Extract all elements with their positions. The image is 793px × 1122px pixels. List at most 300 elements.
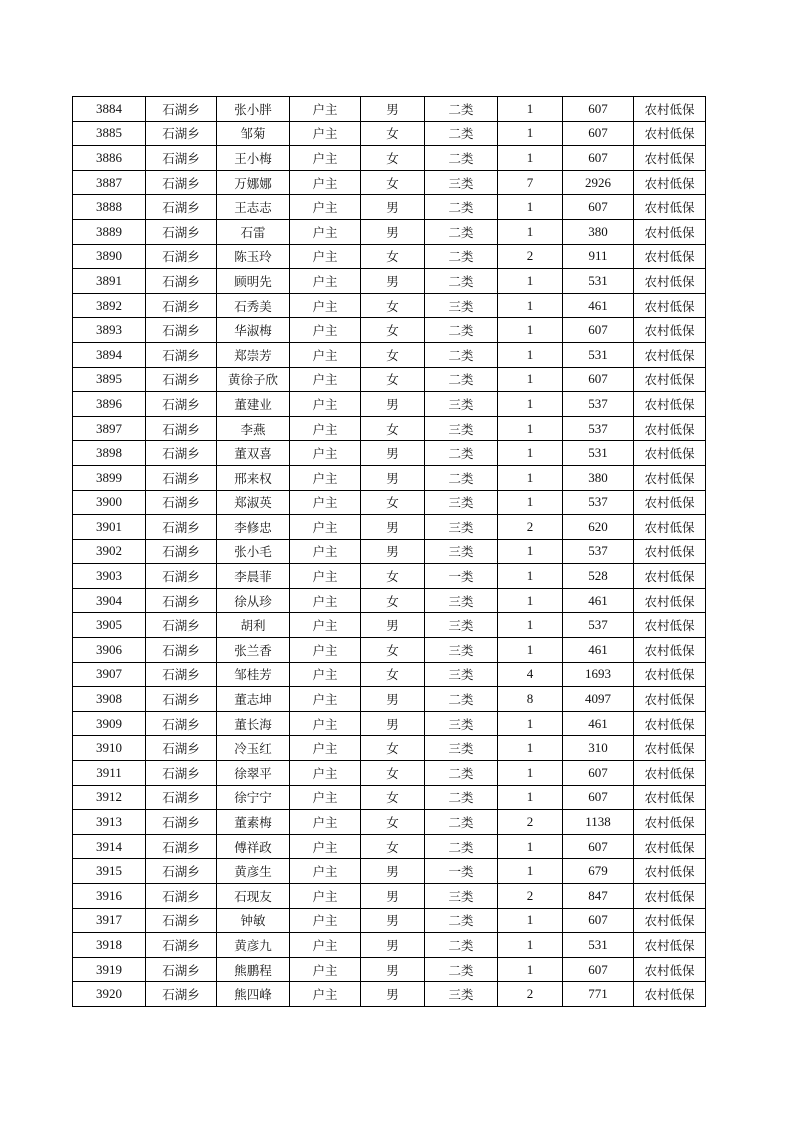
cell-name: 徐从珍	[217, 588, 290, 613]
cell-category: 二类	[425, 342, 498, 367]
cell-serial-number: 3912	[73, 785, 146, 810]
table-row	[73, 219, 706, 244]
cell-serial-number: 3899	[73, 465, 146, 490]
cell-serial-number: 3897	[73, 416, 146, 441]
cell-amount: 537	[563, 613, 634, 638]
cell-category: 二类	[425, 785, 498, 810]
cell-category: 二类	[425, 687, 498, 712]
cell-township: 石湖乡	[146, 367, 217, 392]
cell-amount: 380	[563, 465, 634, 490]
cell-category: 二类	[425, 367, 498, 392]
cell-household-size: 1	[498, 564, 563, 589]
cell-relation: 户主	[290, 465, 361, 490]
cell-name: 黄彦九	[217, 933, 290, 958]
cell-township: 石湖乡	[146, 170, 217, 195]
cell-gender: 男	[361, 933, 425, 958]
cell-name: 石秀美	[217, 293, 290, 318]
cell-assistance-type: 农村低保	[634, 441, 706, 466]
cell-amount: 607	[563, 908, 634, 933]
cell-category: 三类	[425, 170, 498, 195]
cell-category: 二类	[425, 121, 498, 146]
cell-category: 三类	[425, 490, 498, 515]
cell-township: 石湖乡	[146, 515, 217, 540]
cell-assistance-type: 农村低保	[634, 269, 706, 294]
cell-relation: 户主	[290, 244, 361, 269]
cell-township: 石湖乡	[146, 859, 217, 884]
cell-household-size: 7	[498, 170, 563, 195]
cell-serial-number: 3900	[73, 490, 146, 515]
cell-assistance-type: 农村低保	[634, 195, 706, 220]
cell-township: 石湖乡	[146, 761, 217, 786]
cell-gender: 女	[361, 638, 425, 663]
cell-amount: 607	[563, 146, 634, 171]
cell-relation: 户主	[290, 982, 361, 1007]
cell-name: 华淑梅	[217, 318, 290, 343]
cell-relation: 户主	[290, 539, 361, 564]
cell-township: 石湖乡	[146, 490, 217, 515]
cell-amount: 380	[563, 219, 634, 244]
cell-name: 董双喜	[217, 441, 290, 466]
cell-relation: 户主	[290, 884, 361, 909]
table-row	[73, 982, 706, 1007]
cell-household-size: 1	[498, 392, 563, 417]
cell-township: 石湖乡	[146, 834, 217, 859]
cell-amount: 2926	[563, 170, 634, 195]
cell-township: 石湖乡	[146, 97, 217, 122]
cell-category: 二类	[425, 761, 498, 786]
table-row	[73, 97, 706, 122]
cell-relation: 户主	[290, 219, 361, 244]
cell-name: 傅祥政	[217, 834, 290, 859]
cell-assistance-type: 农村低保	[634, 465, 706, 490]
cell-township: 石湖乡	[146, 785, 217, 810]
cell-category: 三类	[425, 588, 498, 613]
cell-gender: 女	[361, 490, 425, 515]
table-row	[73, 515, 706, 540]
cell-relation: 户主	[290, 318, 361, 343]
cell-category: 三类	[425, 982, 498, 1007]
cell-gender: 女	[361, 761, 425, 786]
cell-serial-number: 3917	[73, 908, 146, 933]
cell-serial-number: 3915	[73, 859, 146, 884]
cell-name: 钟敏	[217, 908, 290, 933]
cell-relation: 户主	[290, 810, 361, 835]
cell-category: 二类	[425, 318, 498, 343]
cell-category: 一类	[425, 859, 498, 884]
cell-serial-number: 3908	[73, 687, 146, 712]
cell-household-size: 1	[498, 785, 563, 810]
cell-township: 石湖乡	[146, 588, 217, 613]
cell-category: 三类	[425, 662, 498, 687]
cell-gender: 男	[361, 613, 425, 638]
cell-assistance-type: 农村低保	[634, 392, 706, 417]
cell-relation: 户主	[290, 933, 361, 958]
cell-amount: 607	[563, 761, 634, 786]
cell-household-size: 1	[498, 490, 563, 515]
cell-household-size: 1	[498, 465, 563, 490]
table-row	[73, 490, 706, 515]
cell-assistance-type: 农村低保	[634, 318, 706, 343]
cell-category: 二类	[425, 908, 498, 933]
cell-serial-number: 3888	[73, 195, 146, 220]
table-row	[73, 711, 706, 736]
cell-name: 郑淑英	[217, 490, 290, 515]
cell-household-size: 2	[498, 515, 563, 540]
cell-gender: 男	[361, 465, 425, 490]
cell-gender: 男	[361, 515, 425, 540]
cell-serial-number: 3898	[73, 441, 146, 466]
cell-township: 石湖乡	[146, 416, 217, 441]
table-row	[73, 687, 706, 712]
cell-name: 张小胖	[217, 97, 290, 122]
cell-relation: 户主	[290, 342, 361, 367]
cell-township: 石湖乡	[146, 884, 217, 909]
cell-relation: 户主	[290, 908, 361, 933]
cell-serial-number: 3892	[73, 293, 146, 318]
cell-name: 邹桂芳	[217, 662, 290, 687]
table-row	[73, 613, 706, 638]
cell-township: 石湖乡	[146, 613, 217, 638]
cell-household-size: 1	[498, 859, 563, 884]
cell-category: 二类	[425, 146, 498, 171]
cell-serial-number: 3896	[73, 392, 146, 417]
cell-relation: 户主	[290, 761, 361, 786]
cell-township: 石湖乡	[146, 564, 217, 589]
cell-name: 董志坤	[217, 687, 290, 712]
cell-gender: 女	[361, 318, 425, 343]
cell-serial-number: 3885	[73, 121, 146, 146]
cell-gender: 女	[361, 588, 425, 613]
cell-gender: 女	[361, 170, 425, 195]
cell-assistance-type: 农村低保	[634, 810, 706, 835]
cell-assistance-type: 农村低保	[634, 342, 706, 367]
cell-assistance-type: 农村低保	[634, 121, 706, 146]
cell-name: 黄彦生	[217, 859, 290, 884]
cell-name: 徐翠平	[217, 761, 290, 786]
cell-relation: 户主	[290, 711, 361, 736]
cell-assistance-type: 农村低保	[634, 146, 706, 171]
cell-assistance-type: 农村低保	[634, 859, 706, 884]
cell-assistance-type: 农村低保	[634, 982, 706, 1007]
cell-household-size: 1	[498, 146, 563, 171]
cell-serial-number: 3906	[73, 638, 146, 663]
cell-gender: 女	[361, 785, 425, 810]
cell-name: 石雷	[217, 219, 290, 244]
cell-gender: 男	[361, 269, 425, 294]
cell-category: 一类	[425, 564, 498, 589]
cell-assistance-type: 农村低保	[634, 416, 706, 441]
cell-name: 胡利	[217, 613, 290, 638]
cell-amount: 531	[563, 342, 634, 367]
cell-assistance-type: 农村低保	[634, 908, 706, 933]
table-row	[73, 785, 706, 810]
cell-gender: 男	[361, 982, 425, 1007]
cell-gender: 女	[361, 244, 425, 269]
cell-amount: 607	[563, 97, 634, 122]
cell-gender: 男	[361, 219, 425, 244]
cell-township: 石湖乡	[146, 342, 217, 367]
table-row	[73, 146, 706, 171]
cell-gender: 女	[361, 342, 425, 367]
cell-assistance-type: 农村低保	[634, 613, 706, 638]
cell-name: 王小梅	[217, 146, 290, 171]
cell-township: 石湖乡	[146, 711, 217, 736]
cell-household-size: 4	[498, 662, 563, 687]
cell-relation: 户主	[290, 638, 361, 663]
cell-assistance-type: 农村低保	[634, 711, 706, 736]
cell-township: 石湖乡	[146, 146, 217, 171]
cell-household-size: 1	[498, 219, 563, 244]
cell-amount: 679	[563, 859, 634, 884]
cell-category: 二类	[425, 244, 498, 269]
cell-relation: 户主	[290, 588, 361, 613]
cell-assistance-type: 农村低保	[634, 170, 706, 195]
cell-assistance-type: 农村低保	[634, 884, 706, 909]
cell-township: 石湖乡	[146, 392, 217, 417]
cell-amount: 531	[563, 933, 634, 958]
cell-relation: 户主	[290, 613, 361, 638]
table-row	[73, 465, 706, 490]
cell-amount: 537	[563, 392, 634, 417]
cell-assistance-type: 农村低保	[634, 293, 706, 318]
cell-township: 石湖乡	[146, 441, 217, 466]
table-row	[73, 588, 706, 613]
cell-serial-number: 3884	[73, 97, 146, 122]
cell-gender: 男	[361, 908, 425, 933]
cell-household-size: 1	[498, 957, 563, 982]
cell-amount: 461	[563, 711, 634, 736]
cell-assistance-type: 农村低保	[634, 515, 706, 540]
cell-category: 三类	[425, 416, 498, 441]
cell-township: 石湖乡	[146, 318, 217, 343]
table-row	[73, 392, 706, 417]
cell-relation: 户主	[290, 736, 361, 761]
cell-serial-number: 3890	[73, 244, 146, 269]
cell-township: 石湖乡	[146, 293, 217, 318]
cell-amount: 528	[563, 564, 634, 589]
cell-serial-number: 3914	[73, 834, 146, 859]
table-row	[73, 244, 706, 269]
cell-household-size: 1	[498, 588, 563, 613]
cell-relation: 户主	[290, 441, 361, 466]
cell-household-size: 2	[498, 810, 563, 835]
cell-household-size: 2	[498, 244, 563, 269]
cell-serial-number: 3901	[73, 515, 146, 540]
cell-relation: 户主	[290, 834, 361, 859]
cell-relation: 户主	[290, 687, 361, 712]
cell-gender: 女	[361, 810, 425, 835]
cell-name: 李燕	[217, 416, 290, 441]
cell-amount: 607	[563, 121, 634, 146]
cell-name: 冷玉红	[217, 736, 290, 761]
table-row	[73, 859, 706, 884]
cell-assistance-type: 农村低保	[634, 736, 706, 761]
cell-assistance-type: 农村低保	[634, 588, 706, 613]
cell-gender: 男	[361, 97, 425, 122]
table-row	[73, 933, 706, 958]
cell-name: 董长海	[217, 711, 290, 736]
cell-serial-number: 3902	[73, 539, 146, 564]
cell-household-size: 1	[498, 441, 563, 466]
cell-township: 石湖乡	[146, 121, 217, 146]
cell-serial-number: 3903	[73, 564, 146, 589]
cell-gender: 女	[361, 564, 425, 589]
cell-serial-number: 3887	[73, 170, 146, 195]
cell-household-size: 2	[498, 884, 563, 909]
cell-name: 郑崇芳	[217, 342, 290, 367]
cell-name: 张兰香	[217, 638, 290, 663]
cell-relation: 户主	[290, 293, 361, 318]
cell-household-size: 1	[498, 416, 563, 441]
cell-assistance-type: 农村低保	[634, 785, 706, 810]
cell-name: 王志志	[217, 195, 290, 220]
cell-name: 石现友	[217, 884, 290, 909]
cell-amount: 607	[563, 957, 634, 982]
table-row	[73, 293, 706, 318]
table-body	[73, 97, 706, 1007]
cell-township: 石湖乡	[146, 244, 217, 269]
cell-relation: 户主	[290, 564, 361, 589]
cell-relation: 户主	[290, 662, 361, 687]
cell-relation: 户主	[290, 269, 361, 294]
cell-township: 石湖乡	[146, 687, 217, 712]
cell-gender: 男	[361, 441, 425, 466]
cell-gender: 女	[361, 121, 425, 146]
cell-amount: 607	[563, 834, 634, 859]
cell-household-size: 1	[498, 195, 563, 220]
cell-amount: 911	[563, 244, 634, 269]
cell-township: 石湖乡	[146, 982, 217, 1007]
cell-relation: 户主	[290, 957, 361, 982]
cell-household-size: 2	[498, 982, 563, 1007]
cell-household-size: 1	[498, 293, 563, 318]
cell-household-size: 1	[498, 97, 563, 122]
cell-serial-number: 3886	[73, 146, 146, 171]
cell-amount: 607	[563, 367, 634, 392]
cell-name: 邹菊	[217, 121, 290, 146]
cell-amount: 847	[563, 884, 634, 909]
cell-gender: 女	[361, 146, 425, 171]
cell-household-size: 1	[498, 121, 563, 146]
table-row	[73, 416, 706, 441]
cell-name: 熊四峰	[217, 982, 290, 1007]
cell-gender: 女	[361, 416, 425, 441]
cell-township: 石湖乡	[146, 219, 217, 244]
cell-assistance-type: 农村低保	[634, 933, 706, 958]
cell-amount: 1693	[563, 662, 634, 687]
cell-serial-number: 3893	[73, 318, 146, 343]
cell-category: 二类	[425, 269, 498, 294]
cell-category: 二类	[425, 195, 498, 220]
cell-relation: 户主	[290, 785, 361, 810]
cell-category: 三类	[425, 293, 498, 318]
cell-household-size: 1	[498, 318, 563, 343]
cell-serial-number: 3891	[73, 269, 146, 294]
cell-category: 三类	[425, 736, 498, 761]
cell-serial-number: 3904	[73, 588, 146, 613]
cell-assistance-type: 农村低保	[634, 662, 706, 687]
cell-serial-number: 3907	[73, 662, 146, 687]
cell-name: 李修忠	[217, 515, 290, 540]
cell-household-size: 1	[498, 908, 563, 933]
cell-gender: 女	[361, 834, 425, 859]
cell-assistance-type: 农村低保	[634, 638, 706, 663]
cell-household-size: 1	[498, 834, 563, 859]
cell-category: 三类	[425, 613, 498, 638]
cell-amount: 461	[563, 638, 634, 663]
cell-relation: 户主	[290, 859, 361, 884]
cell-gender: 男	[361, 539, 425, 564]
cell-household-size: 1	[498, 736, 563, 761]
cell-gender: 男	[361, 711, 425, 736]
cell-assistance-type: 农村低保	[634, 687, 706, 712]
cell-household-size: 1	[498, 613, 563, 638]
table-row	[73, 810, 706, 835]
cell-assistance-type: 农村低保	[634, 490, 706, 515]
cell-assistance-type: 农村低保	[634, 564, 706, 589]
cell-serial-number: 3920	[73, 982, 146, 1007]
cell-serial-number: 3911	[73, 761, 146, 786]
cell-category: 二类	[425, 97, 498, 122]
cell-household-size: 8	[498, 687, 563, 712]
cell-category: 三类	[425, 638, 498, 663]
cell-gender: 男	[361, 392, 425, 417]
cell-household-size: 1	[498, 761, 563, 786]
cell-amount: 537	[563, 539, 634, 564]
cell-assistance-type: 农村低保	[634, 761, 706, 786]
cell-relation: 户主	[290, 170, 361, 195]
table-row	[73, 367, 706, 392]
cell-category: 三类	[425, 539, 498, 564]
cell-assistance-type: 农村低保	[634, 244, 706, 269]
cell-name: 黄徐子欣	[217, 367, 290, 392]
cell-gender: 女	[361, 736, 425, 761]
table-row	[73, 662, 706, 687]
table-row	[73, 342, 706, 367]
cell-amount: 531	[563, 269, 634, 294]
cell-amount: 607	[563, 195, 634, 220]
cell-category: 二类	[425, 465, 498, 490]
cell-amount: 461	[563, 588, 634, 613]
cell-relation: 户主	[290, 97, 361, 122]
cell-category: 二类	[425, 933, 498, 958]
table-row	[73, 195, 706, 220]
table-row	[73, 441, 706, 466]
table-row	[73, 269, 706, 294]
beneficiary-table	[72, 96, 706, 1007]
cell-category: 三类	[425, 392, 498, 417]
cell-category: 二类	[425, 810, 498, 835]
cell-assistance-type: 农村低保	[634, 97, 706, 122]
cell-category: 二类	[425, 957, 498, 982]
cell-amount: 771	[563, 982, 634, 1007]
cell-amount: 537	[563, 490, 634, 515]
cell-serial-number: 3905	[73, 613, 146, 638]
cell-amount: 461	[563, 293, 634, 318]
cell-serial-number: 3894	[73, 342, 146, 367]
cell-gender: 男	[361, 195, 425, 220]
cell-amount: 620	[563, 515, 634, 540]
cell-gender: 女	[361, 367, 425, 392]
cell-gender: 女	[361, 662, 425, 687]
cell-category: 三类	[425, 515, 498, 540]
table-row	[73, 170, 706, 195]
cell-assistance-type: 农村低保	[634, 539, 706, 564]
cell-amount: 607	[563, 785, 634, 810]
cell-name: 邢来权	[217, 465, 290, 490]
cell-serial-number: 3913	[73, 810, 146, 835]
cell-household-size: 1	[498, 539, 563, 564]
